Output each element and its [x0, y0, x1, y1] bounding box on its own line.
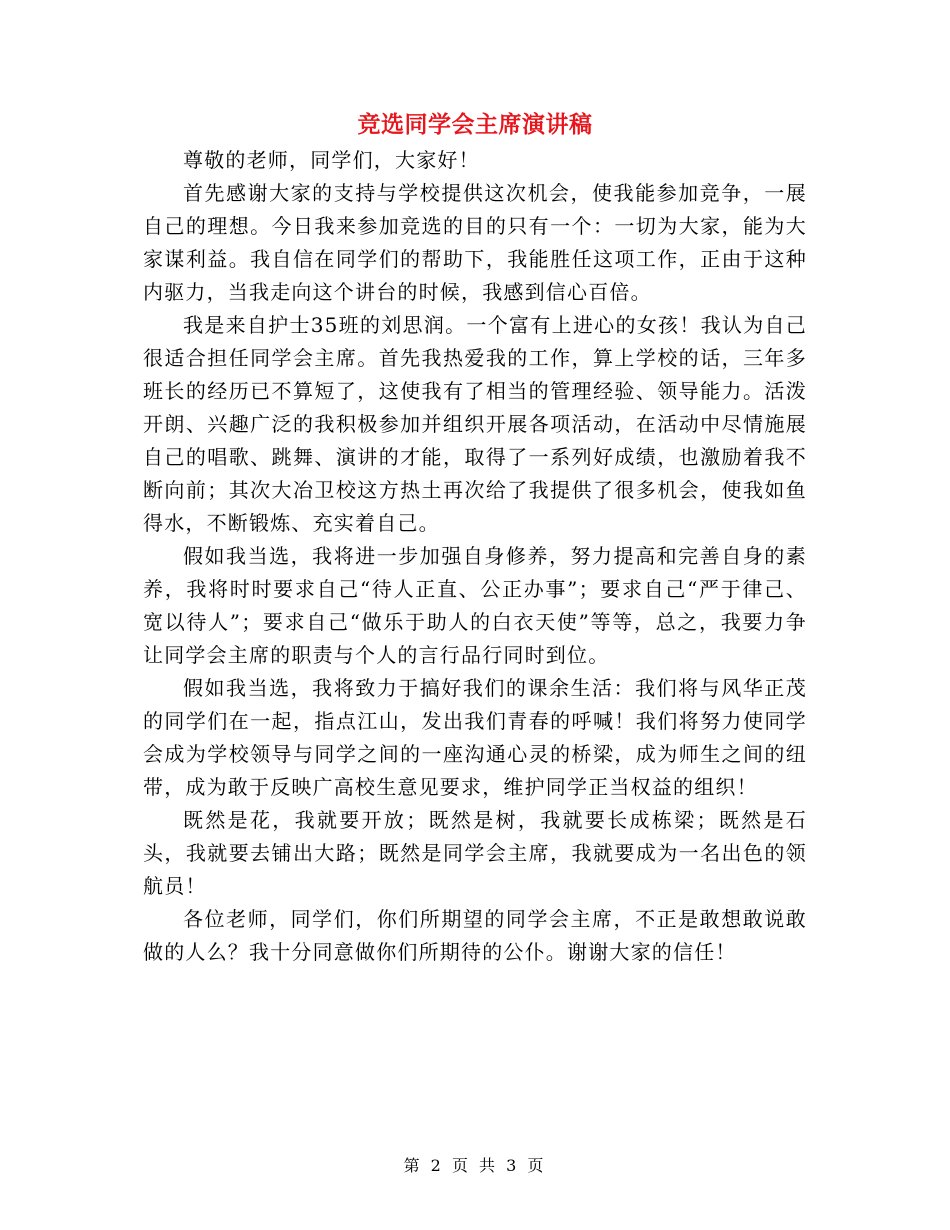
paragraph-extracurricular: 假如我当选，我将致力于搞好我们的课余生活：我们将与风华正茂的同学们在一起，指点江山，发出我们青春的呼喊！我们将努力使同学会成为学校领导与同学之间的一座沟通心灵的桥梁，成为师生之间的纽带，成为敢于反映广高校生意见要求，维护同学正当权益的组织！ — [143, 676, 807, 799]
document-body — [143, 144, 807, 969]
document-title: 竞选同学会主席演讲稿 — [357, 111, 593, 138]
page-number-footer: 第 2 页 共 3 页 — [403, 1156, 547, 1175]
paragraph-aspiration: 既然是花，我就要开放；既然是树，我就要长成栋梁；既然是石头，我就要去铺出大路；既然是同学会主席，我就要成为一名出色的领航员！ — [143, 808, 807, 898]
paragraph-intro: 首先感谢大家的支持与学校提供这次机会，使我能参加竞争，一展自己的理想。今日我来参加竞选的目的只有一个：一切为大家，能为大家谋利益。我自信在同学们的帮助下，我能胜任这项工作，正由于这种内驱力，当我走向这个讲台的时候，我感到信心百倍。 — [143, 181, 807, 304]
paragraph-self-introduction: 我是来自护士35班的刘思润。一个富有上进心的女孩！我认为自己很适合担任同学会主席。首先我热爱我的工作，算上学校的话，三年多班长的经历已不算短了，这使我有了相当的管理经验、领导能力。活泼开朗、兴趣广泛的我积极参加并组织开展各项活动，在活动中尽情施展自己的唱歌、跳舞、演讲的才能，取得了一系列好成绩，也激励着我不断向前；其次大冶卫校这方热土再次给了我提供了很多机会，使我如鱼得水，不断锻炼、充实着自己。 — [143, 313, 807, 535]
paragraph-self-cultivation: 假如我当选，我将进一步加强自身修养，努力提高和完善自身的素养，我将时时要求自己“待人正直、公正办事”；要求自己“严于律己、宽以待人”；要求自己“做乐于助人的白衣天使”等等，总之，我要力争让同学会主席的职责与个人的言行品行同时到位。 — [143, 544, 807, 667]
paragraph-closing: 各位老师，同学们，你们所期望的同学会主席，不正是敢想敢说敢做的人么？我十分同意做你们所期待的公仆。谢谢大家的信任！ — [143, 907, 807, 964]
paragraph-greeting: 尊敬的老师，同学们，大家好！ — [183, 148, 480, 172]
